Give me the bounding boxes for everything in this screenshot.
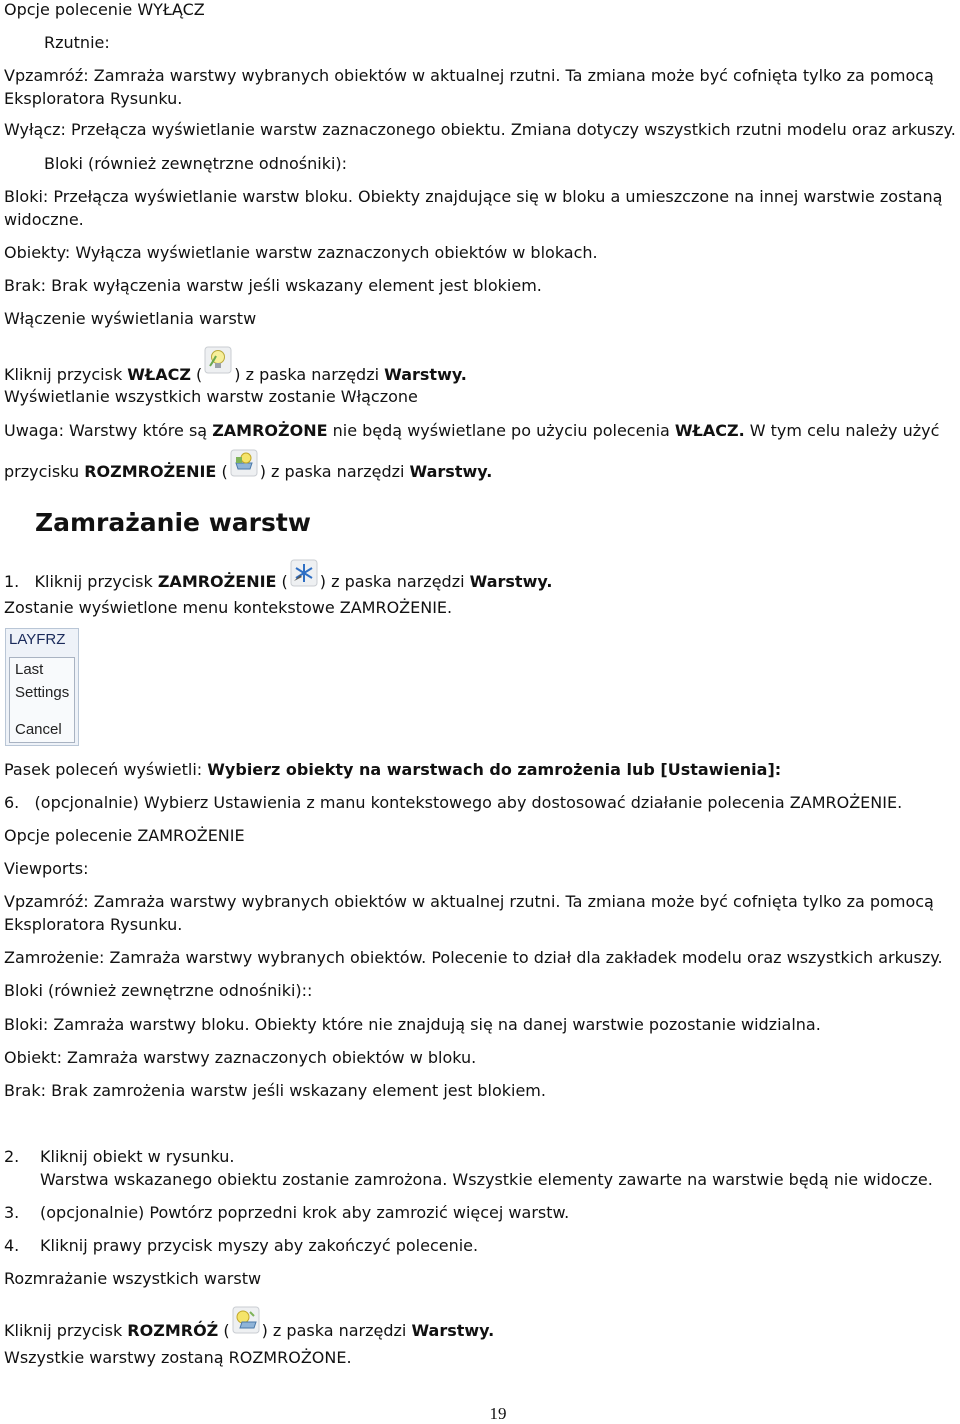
- viewports-label-2: Viewports:: [4, 859, 89, 878]
- none-desc-2: Brak: Brak zamrożenia warstw jeśli wskazany element jest blokiem.: [4, 1081, 546, 1100]
- button-name: ZAMROŻENIE: [157, 572, 277, 591]
- step-1: [4, 565, 552, 593]
- button-name: WŁACZ: [127, 365, 191, 384]
- button-name: ROZMROŻENIE: [84, 462, 217, 481]
- options-title: Opcje polecenie WYŁĄCZ: [4, 0, 205, 19]
- blocks-desc-2: Bloki: Zamraża warstwy bloku. Obiekty które nie znajdują się na danej warstwie pozostanie widzialna.: [4, 1015, 821, 1034]
- text: W tym celu należy użyć: [744, 421, 940, 440]
- text: Kliknij przycisk: [4, 365, 128, 384]
- vpfreeze-desc-2: Vpzamróź: Zamraża warstwy wybranych obiektów w aktualnej rzutni. Ta zmiana może być cofnięta tylko za pomocą: [4, 892, 934, 911]
- text: (: [218, 1321, 230, 1340]
- blocks-label: Bloki (również zewnętrzne odnośniki):: [44, 154, 348, 173]
- button-name: ROZMRÓŹ: [127, 1321, 219, 1340]
- step-2-text-cont: Warstwa wskazanego obiektu zostanie zamrożona. Wszystkie elementy zawarte na warstwie będą nie widocze.: [40, 1170, 933, 1189]
- object-desc: Obiekt: Zamraża warstwy zaznaczonych obiektów w bloku.: [4, 1048, 477, 1067]
- menu-item-last[interactable]: Last: [15, 661, 44, 678]
- freeze-options-title: Opcje polecenie ZAMROŻENIE: [4, 826, 245, 845]
- viewports-label: Rzutnie:: [44, 33, 110, 52]
- text: (opcjonalnie) Wybierz Ustawienia z manu kontekstowego aby dostosować działanie polecenia ZAMROŻENIE.: [34, 793, 903, 812]
- text: Kliknij przycisk: [34, 572, 158, 591]
- context-menu-title: LAYFRZ: [9, 631, 66, 648]
- blocks-desc-cont: widoczne.: [4, 210, 84, 229]
- step-number: 1.: [4, 572, 20, 591]
- toolbar-name: Warstwy.: [411, 1321, 495, 1340]
- toolbar-name: Warstwy.: [384, 365, 467, 384]
- command-name: WŁACZ.: [674, 421, 745, 440]
- vpfreeze-desc: Vpzamróź: Zamraża warstwy wybranych obiektów w aktualnej rzutni. Ta zmiana może być cofnięta tylko za pomocą: [4, 66, 934, 85]
- page-number: 19: [489, 1404, 507, 1423]
- layer-on-bulb-icon: [204, 346, 232, 374]
- blocks-desc: Bloki: Przełącza wyświetlanie warstw bloku. Obiekty znajdujące się w bloku a umieszczone na innej warstwie zostaną: [4, 187, 943, 206]
- step-3-text: (opcjonalnie) Powtórz poprzedni krok aby zamrozić więcej warstw.: [40, 1203, 570, 1222]
- objects-desc: Obiekty: Wyłącza wyświetlanie warstw zaznaczonych obiektów w blokach.: [4, 243, 598, 262]
- text: Uwaga: Warstwy które są: [4, 421, 213, 440]
- turn-on-title: Włączenie wyświetlania warstw: [4, 309, 257, 328]
- turn-on-instruction: [4, 354, 467, 385]
- vpfreeze-desc-2-cont: Eksploratora Rysunku.: [4, 915, 183, 934]
- step-number: 6.: [4, 793, 20, 812]
- text: (: [216, 462, 228, 481]
- vpfreeze-desc-cont: Eksploratora Rysunku.: [4, 89, 183, 108]
- command-prompt-line: [4, 760, 781, 780]
- step-4-number: 4.: [4, 1236, 20, 1255]
- prompt-text: Wybierz obiekty na warstwach do zamrożenia lub [Ustawienia]:: [207, 760, 782, 779]
- thaw-instruction: [4, 1314, 494, 1342]
- layer-thaw-icon: [230, 449, 258, 477]
- note-line-2: [4, 455, 492, 483]
- none-desc: Brak: Brak wyłączenia warstw jeśli wskazany element jest blokiem.: [4, 276, 542, 295]
- step-2-text: Kliknij obiekt w rysunku.: [40, 1147, 235, 1166]
- text: Kliknij przycisk: [4, 1321, 128, 1340]
- text: ) z paska narzędzi: [259, 462, 410, 481]
- text: ) z paska narzędzi: [234, 365, 385, 384]
- context-menu: [5, 628, 79, 746]
- menu-item-settings[interactable]: Settings: [15, 684, 70, 701]
- layer-freeze-snowflake-icon: [290, 559, 318, 587]
- text: Pasek poleceń wyświetli:: [4, 760, 208, 779]
- freeze-desc: Zamrożenie: Zamraża warstwy wybranych obiektów. Polecenie to dział dla zakładek modelu oraz wszystkich arkuszy.: [4, 948, 943, 967]
- thaw-result: Wszystkie warstwy zostaną ROZMROŻONE.: [4, 1348, 352, 1367]
- step-3-number: 3.: [4, 1203, 20, 1222]
- text: nie będą wyświetlane po użyciu polecenia: [327, 421, 675, 440]
- text: ) z paska narzędzi: [261, 1321, 412, 1340]
- thaw-title: Rozmrażanie wszystkich warstw: [4, 1269, 262, 1288]
- off-desc: Wyłącz: Przełącza wyświetlanie warstw zaznaczonego obiektu. Zmiana dotyczy wszystkich rzutni modelu oraz arkuszy.: [4, 120, 956, 139]
- step-6: [4, 793, 902, 813]
- note-line: [4, 421, 939, 441]
- all-on-result: Wyświetlanie wszystkich warstw zostanie Włączone: [4, 387, 418, 406]
- menu-item-cancel[interactable]: Cancel: [15, 721, 62, 738]
- text: (: [276, 572, 288, 591]
- text: ) z paska narzędzi: [319, 572, 470, 591]
- context-menu-list: [9, 657, 75, 743]
- layer-thaw-all-icon: [232, 1306, 260, 1334]
- text: przycisku: [4, 462, 85, 481]
- state-name: ZAMROŻONE: [212, 421, 328, 440]
- blocks-label-2: Bloki (również zewnętrzne odnośniki)::: [4, 981, 313, 1000]
- section-heading: Zamrażanie warstw: [35, 508, 311, 537]
- text: (: [190, 365, 203, 384]
- step-4-text: Kliknij prawy przycisk myszy aby zakończyć polecenie.: [40, 1236, 479, 1255]
- toolbar-name: Warstwy.: [469, 572, 553, 591]
- context-menu-note: Zostanie wyświetlone menu kontekstowe ZAMROŻENIE.: [4, 598, 453, 617]
- step-2-number: 2.: [4, 1147, 20, 1166]
- toolbar-name: Warstwy.: [409, 462, 493, 481]
